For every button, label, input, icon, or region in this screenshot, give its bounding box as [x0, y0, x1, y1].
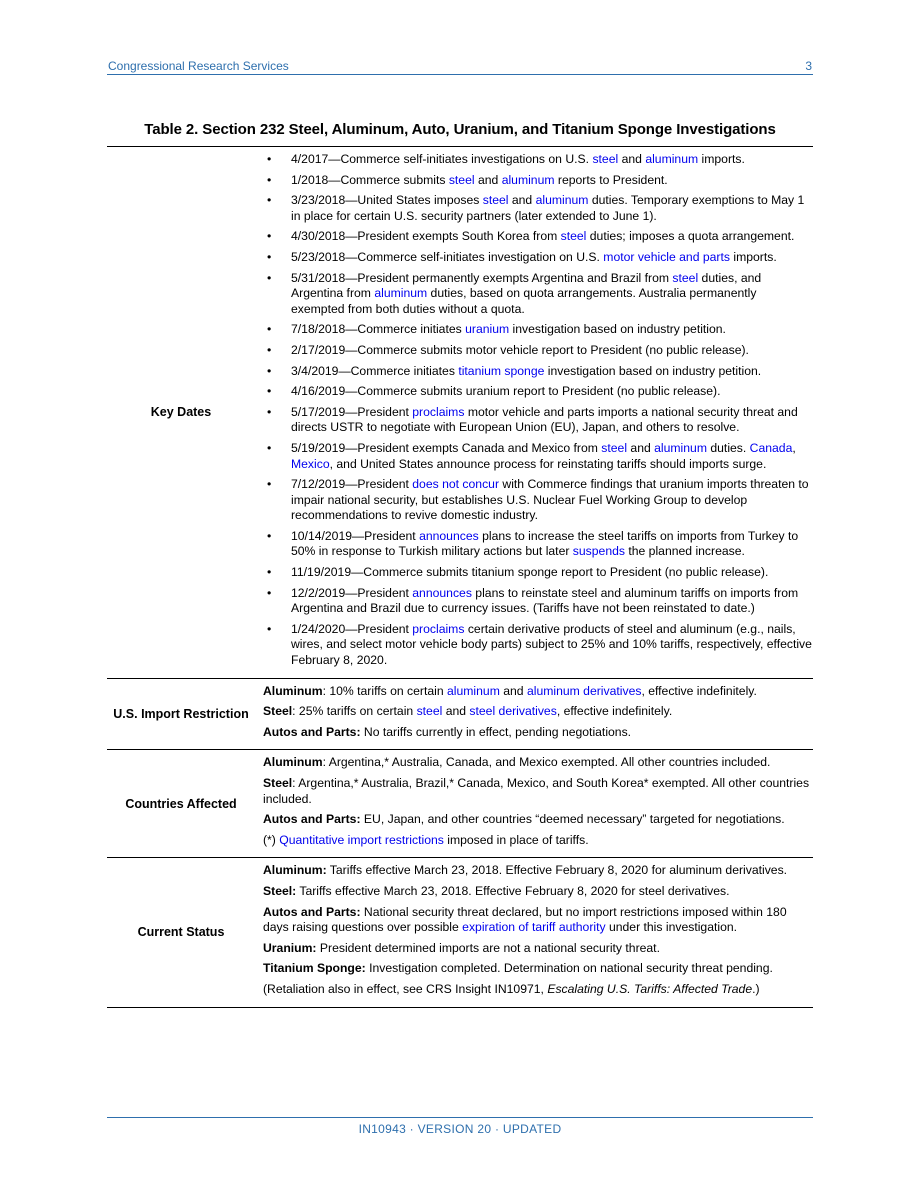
paragraph [263, 863, 813, 879]
text-run: Tariffs effective March 23, 2018. Effective February 8, 2020 for aluminum derivatives. [326, 863, 788, 878]
bold-label: Steel [263, 704, 293, 719]
key-date-item [263, 529, 813, 560]
bold-label: Autos and Parts: [263, 812, 361, 827]
text-run: imports. [729, 249, 777, 264]
text-run: 1/2018—Commerce submits [291, 172, 449, 187]
text-run: : 10% tariffs on certain [322, 683, 448, 698]
key-date-item [263, 152, 813, 168]
bold-label: Steel: [263, 883, 297, 898]
text-run: 2/17/2019—Commerce submits motor vehicle report to President (no public release). [291, 342, 749, 357]
text-run: and [499, 683, 527, 698]
import-restriction-content [255, 679, 813, 750]
bullet-icon: • [267, 152, 272, 166]
table-title: Table 2. Section 232 Steel, Aluminum, Auto, Uranium, and Titanium Sponge Investigations [144, 121, 776, 138]
bullet-icon: • [267, 193, 272, 208]
text-run: 4/30/2018—President exempts South Korea from [291, 229, 561, 244]
paragraph [263, 684, 813, 700]
hyperlink[interactable]: does not concur [412, 477, 500, 492]
row-label-countries-affected: Countries Affected [125, 796, 237, 811]
hyperlink[interactable]: aluminum derivatives [526, 683, 642, 698]
hyperlink[interactable]: Canada [749, 440, 793, 455]
text-run: 5/23/2018—Commerce self-initiates investigation on U.S. [291, 249, 604, 264]
italic-title: Escalating U.S. Tariffs: Affected Trade [547, 981, 753, 996]
hyperlink[interactable]: steel [482, 193, 509, 208]
text-run: plans to increase the steel tariffs on imports from Turkey to 50% in response to Turkish military actions but later [291, 528, 799, 559]
text-run: duties; imposes a quota arrangement. [586, 229, 795, 244]
bold-label: Aluminum [263, 755, 323, 770]
bold-label: Uranium: [263, 940, 317, 955]
key-dates-list [263, 152, 813, 669]
paragraph [263, 884, 813, 900]
organization-name: Congressional Research Services [108, 59, 289, 73]
bullet-icon: • [267, 440, 272, 455]
row-countries-affected [107, 750, 813, 858]
text-run: with Commerce findings that uranium imports threaten to impair national security, but establishes U.S. Nuclear Fuel Working Group to develop recommendations to revive domestic industry. [291, 477, 809, 523]
text-run: , and United States announce process for reinstating tariffs should imports surge. [329, 456, 767, 471]
bullet-icon: • [267, 229, 272, 244]
text-run: (Retaliation also in effect, see CRS Insight IN10971, [263, 981, 548, 996]
paragraph [263, 833, 813, 849]
investigations-table [107, 146, 813, 1008]
text-run: Tariffs effective March 23, 2018. Effective February 8, 2020 for steel derivatives. [296, 883, 730, 898]
key-date-item [263, 405, 813, 436]
bullet-icon: • [267, 528, 272, 543]
text-run: 5/17/2019—President [291, 404, 413, 419]
bullet-icon: • [267, 249, 272, 264]
text-run: , [792, 440, 796, 455]
key-date-item [263, 173, 813, 189]
text-run: 5/19/2019—President exempts Canada and Mexico from [291, 440, 602, 455]
bold-label: Steel [263, 776, 293, 790]
bullet-icon: • [267, 621, 272, 636]
text-run: 10/14/2019—President [291, 528, 420, 543]
text-run: , effective indefinitely. [556, 704, 673, 719]
bullet-icon: • [267, 404, 272, 419]
hyperlink[interactable]: expiration of tariff authority [462, 920, 606, 935]
paragraph [263, 776, 813, 807]
text-run: the planned increase. [624, 544, 745, 559]
key-date-item [263, 622, 813, 669]
text-run: 4/16/2019—Commerce submits uranium report to President (no public release). [291, 384, 721, 399]
key-date-item [263, 586, 813, 617]
text-run: and [618, 152, 646, 166]
hyperlink[interactable]: steel [672, 270, 699, 285]
hyperlink[interactable]: titanium sponge [458, 363, 545, 378]
text-run: and [508, 193, 536, 208]
text-run: 1/24/2020—President [291, 621, 413, 636]
bullet-icon: • [267, 585, 272, 600]
key-date-item [263, 229, 813, 245]
key-date-item [263, 364, 813, 380]
bold-label: Aluminum [263, 683, 323, 698]
hyperlink[interactable]: steel [592, 152, 619, 166]
text-run: , effective indefinitely. [641, 683, 757, 698]
bullet-icon: • [267, 477, 272, 492]
countries-affected-content [255, 750, 813, 857]
page-header [107, 57, 813, 75]
paragraph [263, 941, 813, 957]
hyperlink[interactable]: announces [419, 528, 479, 543]
text-run: and [627, 440, 655, 455]
text-run: reports to President. [554, 172, 668, 187]
key-date-item [263, 322, 813, 338]
key-date-item [263, 271, 813, 318]
hyperlink[interactable]: Quantitative import restrictions [279, 832, 444, 847]
hyperlink[interactable]: steel [560, 229, 587, 244]
bold-label: Titanium Sponge: [263, 961, 366, 976]
text-run: motor vehicle and parts imports a national security threat and directs USTR to negotiate with European Union (EU), Japan, and others to resolve. [291, 404, 798, 435]
hyperlink[interactable]: motor vehicle and parts [603, 249, 730, 264]
bullet-icon: • [267, 565, 272, 580]
key-date-item [263, 250, 813, 266]
text-run: : 25% tariffs on certain [292, 704, 417, 719]
hyperlink[interactable]: uranium [465, 322, 510, 337]
hyperlink[interactable]: aluminum [645, 152, 699, 166]
row-key-dates [107, 147, 813, 679]
bullet-icon: • [267, 172, 272, 187]
key-dates-content [255, 147, 813, 678]
bullet-icon: • [267, 384, 272, 399]
text-run: duties. [706, 440, 750, 455]
text-run: 7/12/2019—President [291, 477, 413, 492]
text-run: and [474, 172, 502, 187]
text-run: certain derivative products of steel and aluminum (e.g., nails, wires, and select motor vehicle body parts) subject to 25% and 10% tariffs, respectively, effective February 8, 2020. [291, 621, 812, 668]
text-run: .) [752, 981, 760, 996]
hyperlink[interactable]: proclaims [412, 404, 465, 419]
bold-label: Autos and Parts: [263, 724, 361, 739]
row-current-status [107, 858, 813, 1007]
paragraph [263, 905, 813, 936]
text-run: 3/23/2018—United States imposes [291, 193, 483, 208]
text-run: President determined imports are not a national security threat. [316, 940, 660, 955]
key-date-item [263, 565, 813, 581]
text-run: duties, and Argentina from [291, 270, 762, 301]
bullet-icon: • [267, 270, 272, 285]
text-run: investigation based on industry petition. [509, 322, 726, 337]
row-label-current-status: Current Status [137, 925, 225, 940]
hyperlink[interactable]: steel derivatives [469, 704, 557, 719]
bold-label: Autos and Parts: [263, 904, 361, 919]
key-date-item [263, 193, 813, 224]
text-run: : Argentina,* Australia, Brazil,* Canada, Mexico, and South Korea* exempted. All other countries included. [263, 776, 810, 806]
hyperlink[interactable]: aluminum [447, 683, 500, 698]
text-run: under this investigation. [605, 920, 738, 935]
paragraph [263, 725, 813, 741]
text-run: 7/18/2018—Commerce initiates [291, 322, 466, 337]
bullet-icon: • [267, 363, 272, 378]
bullet-icon: • [267, 322, 272, 337]
text-run: 3/4/2019—Commerce initiates [291, 363, 459, 378]
text-run: duties, based on quota arrangements. Australia permanently exempted from both duties without a quota. [291, 286, 757, 316]
key-date-item [263, 477, 813, 524]
hyperlink[interactable]: Mexico [291, 456, 330, 471]
current-status-content [255, 858, 813, 1006]
hyperlink[interactable]: aluminum [501, 172, 555, 187]
row-label-import-restriction: U.S. Import Restriction [113, 707, 249, 722]
bullet-icon: • [267, 342, 272, 357]
text-run: 11/19/2019—Commerce submits titanium sponge report to President (no public release). [291, 565, 769, 580]
hyperlink[interactable]: steel [601, 440, 628, 455]
hyperlink[interactable]: steel [416, 704, 443, 719]
page-number: 3 [805, 59, 812, 73]
text-run: National security threat declared, but no import restrictions imposed within 180 days raising questions over possible [263, 904, 787, 935]
paragraph [263, 704, 813, 720]
text-run: plans to reinstate steel and aluminum tariffs on imports from Argentina and Brazil due to currency issues. (Tariffs have not been reinstated to date.) [291, 585, 799, 616]
text-run: (*) [263, 832, 280, 847]
paragraph [263, 961, 813, 977]
text-run: investigation based on industry petition. [544, 363, 762, 378]
text-run: and [442, 704, 470, 719]
page-footer [107, 1117, 813, 1136]
text-run: No tariffs currently in effect, pending negotiations. [360, 724, 632, 739]
hyperlink[interactable]: announces [412, 585, 472, 600]
text-run: imports. [698, 152, 745, 166]
paragraph [263, 982, 813, 998]
text-run: duties. Temporary exemptions to May 1 in place for certain U.S. security partners (later extended to June 1). [291, 193, 805, 223]
text-run: : Argentina,* Australia, Canada, and Mexico exempted. All other countries included. [322, 755, 771, 770]
text-run: EU, Japan, and other countries “deemed necessary” targeted for negotiations. [360, 812, 785, 827]
key-date-item [263, 343, 813, 359]
hyperlink[interactable]: suspends [572, 544, 625, 559]
hyperlink[interactable]: proclaims [412, 621, 465, 636]
paragraph [263, 812, 813, 828]
hyperlink[interactable]: aluminum [374, 286, 428, 301]
text-run: imposed in place of tariffs. [443, 832, 589, 847]
row-label-key-dates: Key Dates [150, 405, 212, 420]
hyperlink[interactable]: aluminum [654, 440, 707, 455]
text-run: Investigation completed. Determination on national security threat pending. [365, 961, 773, 976]
bold-label: Aluminum: [263, 863, 327, 878]
key-date-item [263, 384, 813, 400]
key-date-item [263, 441, 813, 472]
text-run: 4/2017—Commerce self-initiates investigations on U.S. [291, 152, 593, 166]
hyperlink[interactable]: steel [448, 172, 475, 187]
text-run: 5/31/2018—President permanently exempts Argentina and Brazil from [291, 270, 673, 285]
paragraph [263, 755, 813, 771]
document-id: IN10943 · VERSION 20 · UPDATED [358, 1122, 562, 1136]
text-run: 12/2/2019—President [291, 585, 413, 600]
row-import-restriction [107, 679, 813, 751]
hyperlink[interactable]: aluminum [535, 193, 589, 208]
